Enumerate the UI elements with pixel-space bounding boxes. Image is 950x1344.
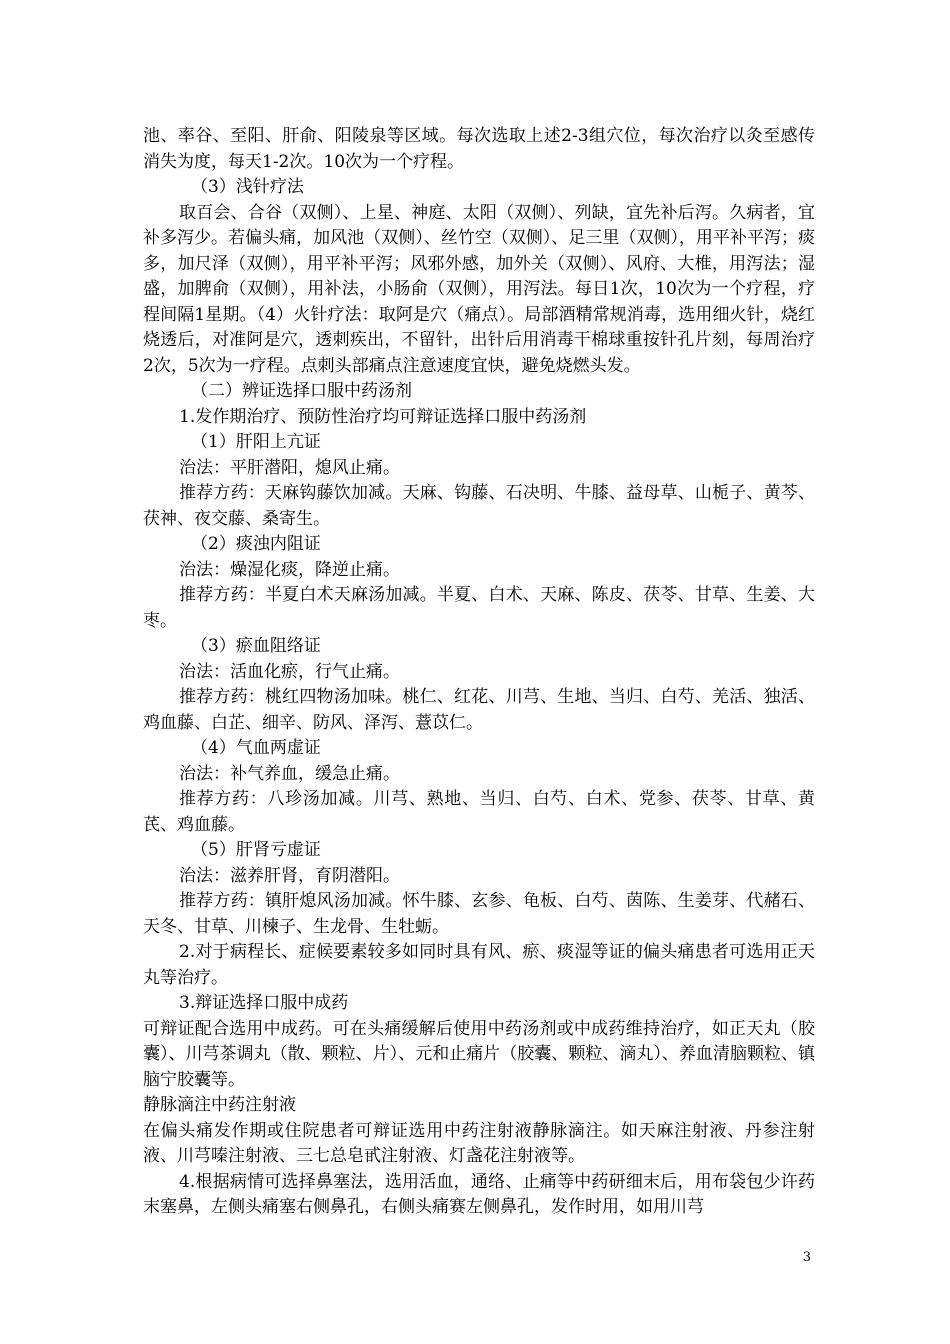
paragraph: （3）浅针疗法 (191, 177, 304, 197)
page-number: 3 (802, 1250, 811, 1265)
paragraph: 在偏头痛发作期或住院患者可辩证选用中药注射液静脉滴注。如天麻注射液、丹参注射液、川芎嗪注射液、三七总皂甙注射液、灯盏花注射液等。 (143, 1120, 815, 1166)
paragraph: 1.发作期治疗、预防性治疗均可辩证选择口服中药汤剂 (179, 406, 587, 427)
paragraph: 池、率谷、至阳、肝俞、阳陵泉等区域。每次选取上述2-3组穴位，每次治疗以灸至感传消失为度，每天1-2次。10次为一个疗程。 (143, 126, 815, 172)
paragraph: 推荐方药：桃红四物汤加味。桃仁、红花、川芎、生地、当归、白芍、羌活、独活、鸡血藤、白芷、细辛、防风、泽泻、薏苡仁。 (143, 687, 815, 733)
paragraph: 可辩证配合选用中成药。可在头痛缓解后使用中药汤剂或中成药维持治疗，如正天丸（胶囊）、川芎茶调丸（散、颗粒、片）、元和止痛片（胶囊、颗粒、滴丸）、养血清脑颗粒、镇脑宁胶囊等。 (143, 1018, 815, 1090)
paragraph: 3.辩证选择口服中成药 (179, 993, 349, 1013)
paragraph: 静脉滴注中药注射液 (143, 1095, 296, 1115)
paragraph: （二）辨证选择口服中药汤剂 (191, 381, 412, 401)
paragraph: （1）肝阳上亢证 (191, 432, 321, 452)
paragraph: （4）气血两虚证 (191, 738, 321, 758)
paragraph: 4.根据病情可选择鼻塞法，选用活血，通络、止痛等中药研细末后，用布袋包少许药末塞鼻，左侧头痛塞右侧鼻孔，右侧头痛赛左侧鼻孔，发作时用，如用川芎 (143, 1171, 815, 1217)
paragraph: 治法：燥湿化痰，降逆止痛。 (179, 559, 400, 580)
paragraph: （2）痰浊内阻证 (191, 534, 321, 554)
paragraph: 治法：活血化瘀，行气止痛。 (179, 661, 400, 682)
paragraph: （5）肝肾亏虚证 (191, 840, 321, 860)
paragraph: 推荐方药：镇肝熄风汤加减。怀牛膝、玄参、龟板、白芍、茵陈、生姜芽、代赭石、天冬、甘草、川楝子、生龙骨、生牡蛎。 (143, 891, 815, 937)
paragraph: 治法：滋养肝肾，育阴潜阳。 (179, 865, 400, 886)
paragraph: 2.对于病程长、症候要素较多如同时具有风、瘀、痰湿等证的偏头痛患者可选用正天丸等治疗。 (143, 942, 815, 988)
paragraph: 治法：补气养血，缓急止痛。 (179, 763, 400, 784)
body-text (143, 124, 815, 1221)
paragraph: 取百会、合谷（双侧）、上星、神庭、太阳（双侧）、列缺，宜先补后泻。久病者，宜补多泻少。若偏头痛，加风池（双侧）、丝竹空（双侧）、足三里（双侧），用平补平泻；痰多，加尺泽（双侧），用平补平泻；风邪外感，加外关（双侧）、风府、大椎，用泻法；湿盛，加脾俞（双侧），用补法，小肠俞（双侧），用泻法。每日1次，10次为一个疗程，疗程间隔1星期。（4）火针疗法：取阿是穴（痛点）。局部酒精常规消毒，选用细火针，烧红烧透后，对准阿是穴，透刺疾出，不留针，出针后用消毒干棉球重按针孔片刻，每周治疗2次，5次为一疗程。点刺头部痛点注意速度宜快，避免烧燃头发。 (143, 202, 815, 376)
paragraph: 推荐方药：半夏白术天麻汤加减。半夏、白术、天麻、陈皮、茯苓、甘草、生姜、大枣。 (143, 585, 815, 631)
paragraph: 推荐方药：天麻钩藤饮加减。天麻、钩藤、石决明、牛膝、益母草、山栀子、黄芩、茯神、夜交藤、桑寄生。 (143, 483, 815, 529)
paragraph: 推荐方药：八珍汤加减。川芎、熟地、当归、白芍、白术、党参、茯苓、甘草、黄芪、鸡血藤。 (143, 789, 815, 835)
paragraph: 治法：平肝潜阳，熄风止痛。 (179, 457, 400, 478)
paragraph: （3）瘀血阻络证 (191, 636, 321, 656)
